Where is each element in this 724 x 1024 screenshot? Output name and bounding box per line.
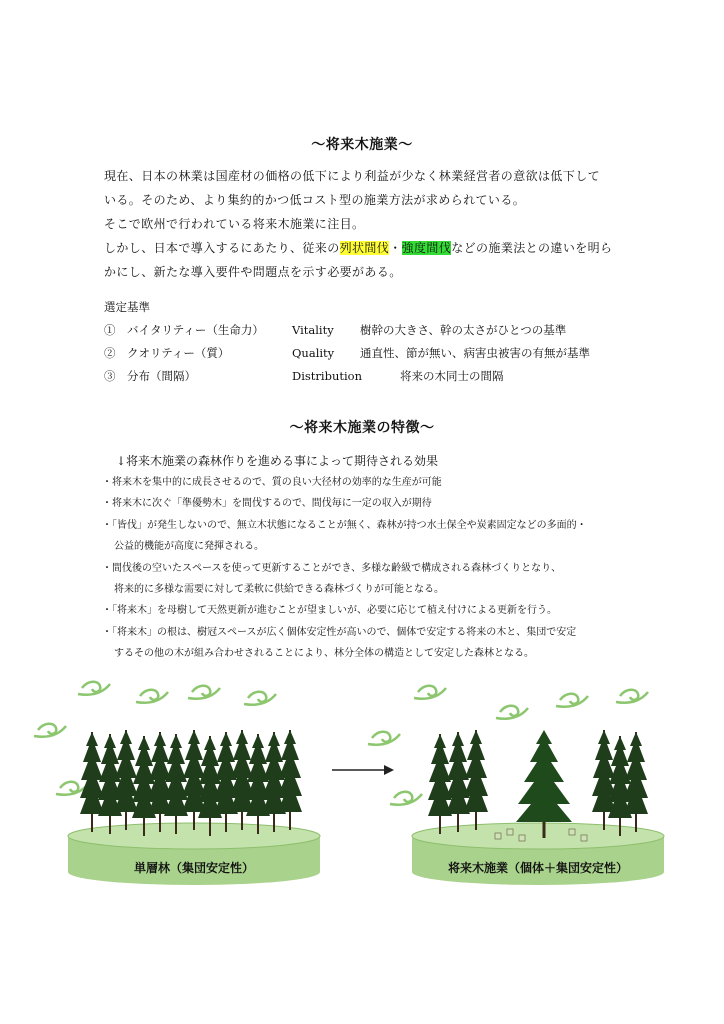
effect-item: ・「将来木」を母樹して天然更新が進むことが望ましいが、必要に応じて植え付けによる更新を行う。 [102,605,557,617]
page-title: ～将来木施業～ [311,137,413,153]
criteria-label: ③ 分布（間隔） [104,369,196,383]
criteria-desc: 樹幹の大きさ、幹の太さがひとつの基準 [360,323,567,337]
wind-icon [496,706,528,719]
section-title: ～将来木施業の特徴～ [289,420,435,436]
wind-icon [136,690,168,703]
effect-item: ・間伐後の空いたスペースを使って更新することができ、多様な齢級で構成される森林づくりとなり、 [102,562,562,574]
criteria-term: Vitality [292,323,334,337]
criteria-label: ① バイタリティー（生命力） [104,323,264,337]
intro-paragraph [104,164,634,284]
criteria-row [104,342,644,365]
criteria-desc: 通直性、節が無い、病害虫被害の有無が基準 [360,346,590,360]
effect-item: ・「将来木」の根は、樹冠スペースが広く個体安定性が高いので、個体で安定する将来の木と、集団で安定 [102,626,577,638]
wind-icon [244,692,276,705]
intro-line [104,236,634,260]
intro-text: などの施業法との違いを明ら [451,241,613,255]
selection-criteria [104,296,644,388]
wind-icon [188,686,220,699]
separator: ・ [389,241,402,255]
criteria-row [104,365,644,388]
effect-item: ・将来木に次ぐ「準優勢木」を間伐するので、間伐毎に一定の収入が期待 [102,498,432,510]
highlight-heavy-thinning: 強度間伐 [401,241,452,255]
wind-icon [556,694,588,707]
effects-lead: ↓将来木施業の森林作りを進める事によって期待される効果 [116,454,439,468]
intro-line: かにし、新たな導入要件や問題点を示す必要がある。 [104,265,402,279]
intro-text: しかし、日本で導入するにあたり、従来の [104,241,340,255]
intro-line: いる。そのため、より集約的かつ低コスト型の施業方法が求められている。 [104,193,526,207]
effect-item: ・将来木を集中的に成長させるので、質の良い大径材の効率的な生産が可能 [102,477,442,488]
criteria-label: ② クオリティー（質） [104,346,230,360]
criteria-heading: 選定基準 [104,300,150,314]
wind-icon [34,724,66,737]
label-even-aged-forest: 単層林（集団安定性） [133,861,255,875]
effect-item: ・「皆伐」が発生しないので、無立木状態になることが無く、森林が持つ水土保全や炭素固定などの多面的・ [102,519,587,531]
label-future-tree-forest: 将来木施業（個体＋集団安定性） [447,861,629,875]
highlight-row-thinning: 列状間伐 [339,241,390,255]
criteria-term: Distribution [292,369,362,383]
criteria-term: Quality [292,346,335,360]
criteria-row [104,319,644,342]
criteria-desc: 将来の木同士の間隔 [400,369,504,383]
intro-line: そこで欧州で行われている将来木施業に注目。 [104,217,365,231]
wind-icon [78,682,110,695]
platform-future-tree [412,823,664,885]
wind-icon [368,732,400,745]
wind-icon [616,690,648,703]
wind-icon [414,686,446,699]
effects-list [102,450,642,665]
arrow-icon [332,765,394,775]
effect-item-continued: 将来的に多様な需要に対して柔軟に供給できる森林づくりが可能となる。 [114,584,444,596]
intro-line: 現在、日本の林業は国産材の価格の低下により利益が少なく林業経営者の意欲は低下して [104,169,601,183]
platform-even-aged [68,823,320,885]
forest-illustration [0,670,724,890]
effect-item-continued: するその他の木が組み合わせされることにより、林分全体の構造として安定した森林となる。 [114,648,534,660]
even-aged-trees [80,730,302,836]
wind-icon [390,792,422,805]
effect-item-continued: 公益的機能が高度に発揮される。 [114,541,264,553]
